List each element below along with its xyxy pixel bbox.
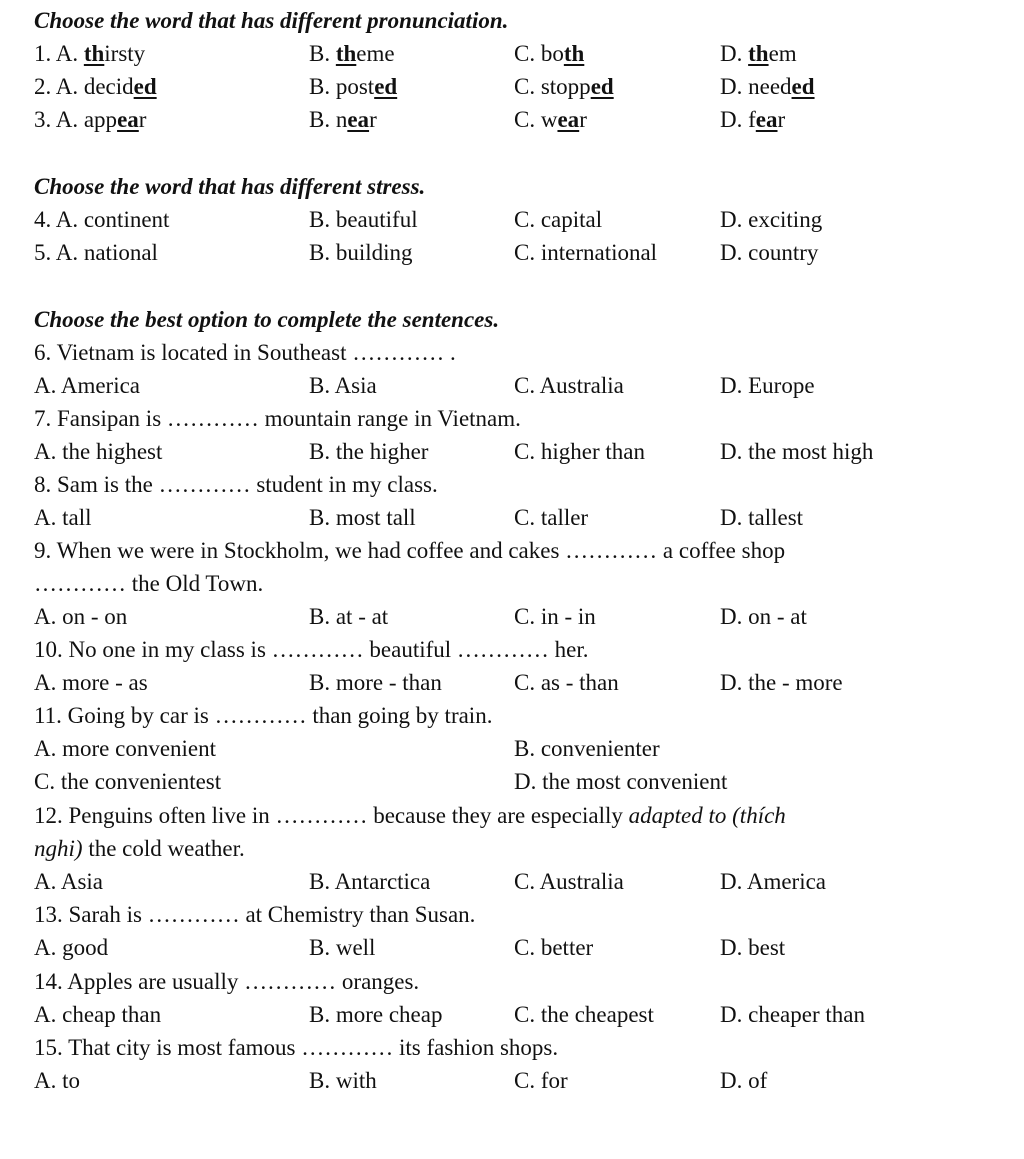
q14-option-d: D. cheaper than [720, 1002, 865, 1027]
q11-option-a: A. more convenient [34, 736, 217, 761]
q6-option-b: B. Asia [309, 373, 377, 398]
question-6-options [0, 369, 1024, 402]
q12-option-c: C. Australia [514, 869, 624, 894]
q13-option-a: A. good [34, 935, 109, 960]
q6-option-c: C. Australia [514, 373, 624, 398]
q15-option-a: A. to [34, 1068, 80, 1093]
question-12-options [0, 865, 1024, 898]
q5-option-c: C. international [514, 240, 658, 265]
q7-option-b: B. the higher [309, 439, 429, 464]
question-12-stem: 12. Penguins often live in ………… because they are especially adapted to (thích [34, 803, 786, 828]
q4-option-a: 4. A. continent [34, 207, 170, 232]
q1-option-a: 1. A. thirsty [34, 41, 146, 66]
question-9-options [0, 600, 1024, 633]
q2-option-d: D. needed [720, 74, 815, 99]
q14-option-c: C. the cheapest [514, 1002, 654, 1027]
q6-option-d: D. Europe [720, 373, 815, 398]
q13-option-b: B. well [309, 935, 376, 960]
q10-option-c: C. as - than [514, 670, 619, 695]
q2-option-a: 2. A. decided [34, 74, 157, 99]
question-11-options-row1 [0, 732, 1024, 765]
q8-option-a: A. tall [34, 505, 92, 530]
q1-option-d: D. them [720, 41, 797, 66]
q5-option-a: 5. A. national [34, 240, 158, 265]
q10-option-d: D. the - more [720, 670, 843, 695]
q12-option-b: B. Antarctica [309, 869, 431, 894]
question-11-stem: 11. Going by car is ………… than going by train. [34, 703, 493, 728]
question-14-options [0, 998, 1024, 1031]
question-6-stem: 6. Vietnam is located in Southeast ………… . [34, 340, 456, 365]
question-2 [0, 70, 1024, 103]
q1-option-c: C. both [514, 41, 585, 66]
question-8-stem: 8. Sam is the ………… student in my class. [34, 472, 438, 497]
question-13-stem: 13. Sarah is ………… at Chemistry than Susan. [34, 902, 476, 927]
question-12-stem-continued: nghi) the cold weather. [34, 836, 245, 861]
q13-option-c: C. better [514, 935, 594, 960]
q3-option-c: C. wear [514, 107, 587, 132]
question-3 [0, 103, 1024, 136]
section-heading-stress: Choose the word that has different stress. [34, 174, 426, 199]
q5-option-d: D. country [720, 240, 819, 265]
q11-option-b: B. convenienter [514, 736, 660, 761]
q2-option-c: C. stopped [514, 74, 614, 99]
q9-option-b: B. at - at [309, 604, 389, 629]
q12-option-a: A. Asia [34, 869, 103, 894]
q14-option-a: A. cheap than [34, 1002, 162, 1027]
question-14-stem: 14. Apples are usually ………… oranges. [34, 969, 420, 994]
q8-option-b: B. most tall [309, 505, 416, 530]
question-13-options [0, 931, 1024, 964]
question-1 [0, 37, 1024, 70]
q11-option-c: C. the convenientest [34, 769, 222, 794]
q6-option-a: A. America [34, 373, 141, 398]
question-5 [0, 236, 1024, 269]
q4-option-d: D. exciting [720, 207, 823, 232]
section-heading-pronunciation: Choose the word that has different pronunciation. [34, 8, 509, 33]
q4-option-b: B. beautiful [309, 207, 418, 232]
q13-option-d: D. best [720, 935, 786, 960]
q7-option-d: D. the most high [720, 439, 874, 464]
q7-option-a: A. the highest [34, 439, 163, 464]
question-15-stem: 15. That city is most famous ………… its fashion shops. [34, 1035, 559, 1060]
q9-option-d: D. on - at [720, 604, 807, 629]
question-15-options [0, 1064, 1024, 1097]
q2-option-b: B. posted [309, 74, 398, 99]
q1-option-b: B. theme [309, 41, 395, 66]
q3-option-a: 3. A. appear [34, 107, 147, 132]
question-4 [0, 203, 1024, 236]
question-8-options [0, 501, 1024, 534]
q4-option-c: C. capital [514, 207, 603, 232]
q3-option-d: D. fear [720, 107, 786, 132]
question-10-options [0, 666, 1024, 699]
question-9-stem: 9. When we were in Stockholm, we had coffee and cakes ………… a coffee shop [34, 538, 786, 563]
question-10-stem: 10. No one in my class is ………… beautiful ………… her. [34, 637, 589, 662]
q10-option-b: B. more - than [309, 670, 442, 695]
q9-option-a: A. on - on [34, 604, 128, 629]
q14-option-b: B. more cheap [309, 1002, 443, 1027]
q10-option-a: A. more - as [34, 670, 148, 695]
q15-option-b: B. with [309, 1068, 377, 1093]
q5-option-b: B. building [309, 240, 413, 265]
q12-option-d: D. America [720, 869, 827, 894]
q7-option-c: C. higher than [514, 439, 645, 464]
q15-option-d: D. of [720, 1068, 768, 1093]
question-7-stem: 7. Fansipan is ………… mountain range in Vietnam. [34, 406, 521, 431]
q15-option-c: C. for [514, 1068, 568, 1093]
question-7-options [0, 435, 1024, 468]
q11-option-d: D. the most convenient [514, 769, 728, 794]
q8-option-d: D. tallest [720, 505, 804, 530]
q8-option-c: C. taller [514, 505, 589, 530]
q3-option-b: B. near [309, 107, 377, 132]
question-9-stem-continued: ………… the Old Town. [34, 571, 264, 596]
q9-option-c: C. in - in [514, 604, 596, 629]
question-11-options-row2 [0, 765, 1024, 798]
section-heading-complete: Choose the best option to complete the sentences. [34, 307, 500, 332]
